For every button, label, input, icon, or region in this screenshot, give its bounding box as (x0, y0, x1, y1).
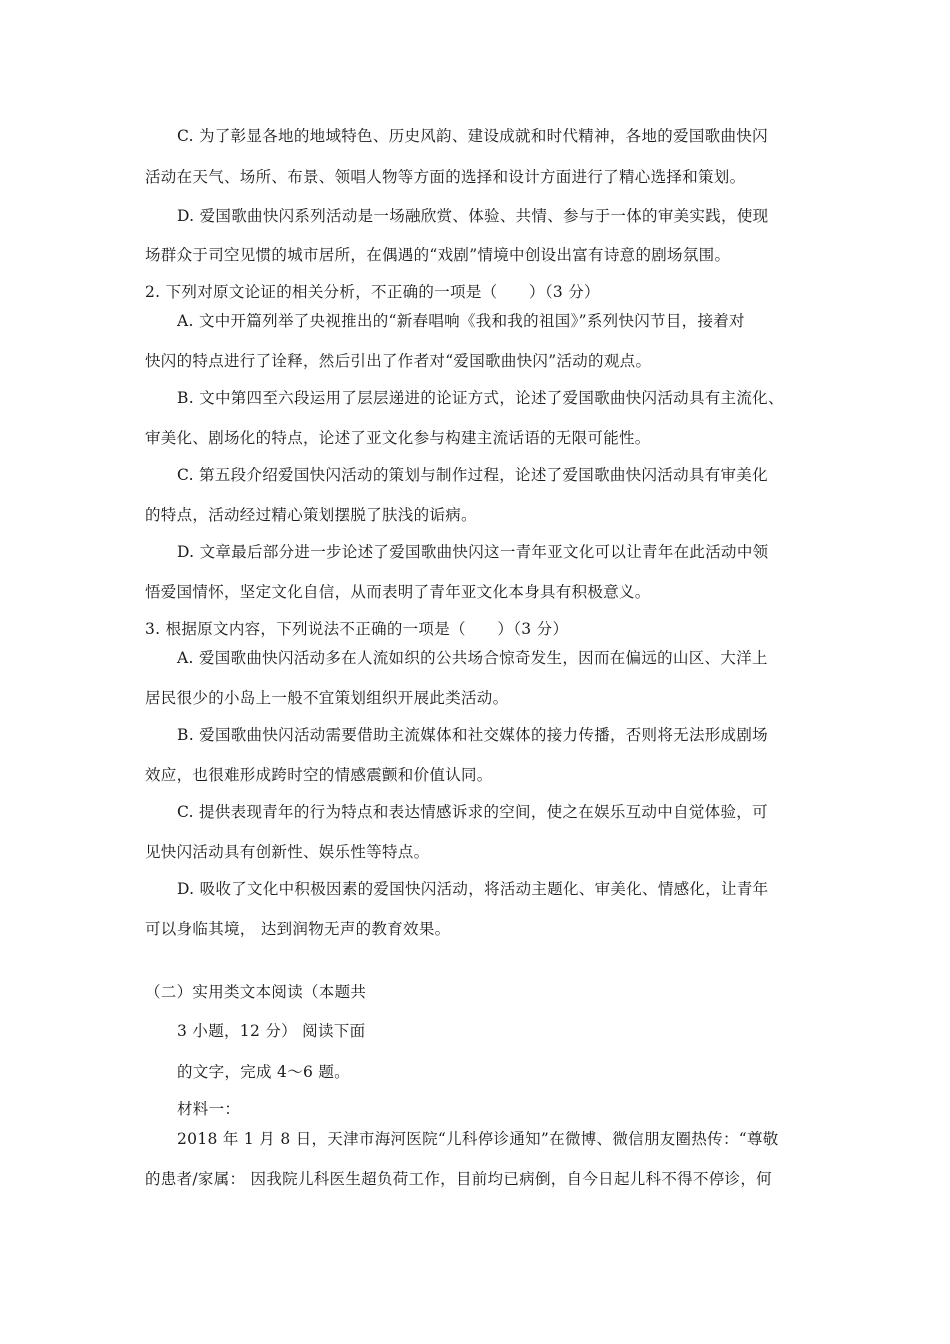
q2-option-a-line2: 快闪的特点进行了诠释，然后引出了作者对“爱国歌曲快闪”活动的观点。 (145, 352, 652, 370)
q2-option-a-line1: A. 文中开篇列举了央视推出的“新春唱响《我和我的祖国》”系列快闪节目，接着对 (177, 312, 745, 330)
q3-option-c-line1: C. 提供表现青年的行为特点和表达情感诉求的空间，使之在娱乐互动中自觉体验，可 (177, 803, 768, 821)
q3-option-b-line1: B. 爱国歌曲快闪活动需要借助主流媒体和社交媒体的接力传播，否则将无法形成剧场 (177, 726, 768, 744)
section-heading-line1: （二）实用类文本阅读（本题共 (145, 983, 367, 1001)
q3-option-c-line2: 见快闪活动具有创新性、娱乐性等特点。 (145, 843, 430, 861)
section-heading-line3: 的文字，完成 4～6 题。 (177, 1063, 350, 1081)
section-heading-line2: 3 小题，12 分） 阅读下面 (177, 1022, 366, 1040)
q2-option-d-line2: 悟爱国情怀，坚定文化自信，从而表明了青年亚文化本身具有积极意义。 (145, 583, 651, 601)
q1-option-c-line1: C. 为了彰显各地的地域特色、历史风韵、建设成就和时代精神，各地的爱国歌曲快闪 (177, 127, 768, 145)
material-para-line2: 的患者/家属： 因我院儿科医生超负荷工作，目前均已病倒，自今日起儿科不得不停诊，何 (145, 1170, 772, 1188)
q2-option-b-line2: 审美化、剧场化的特点，论述了亚文化参与构建主流话语的无限可能性。 (145, 429, 651, 447)
q2-option-b-line1: B. 文中第四至六段运用了层层递进的论证方式，论述了爱国歌曲快闪活动具有主流化、 (177, 389, 784, 407)
q3-option-d-line1: D. 吸收了文化中积极因素的爱国快闪活动，将活动主题化、审美化、情感化，让青年 (177, 880, 769, 898)
q3-option-b-line2: 效应，也很难形成跨时空的情感震颤和价值认同。 (145, 766, 493, 784)
material-para-line1: 2018 年 1 月 8 日，天津市海河医院“儿科停诊通知”在微博、微信朋友圈热传：“尊敬 (177, 1130, 779, 1148)
q1-option-d-line1: D. 爱国歌曲快闪系列活动是一场融欣赏、体验、共情、参与于一体的审美实践，使现 (177, 207, 769, 225)
q2-stem: 2. 下列对原文论证的相关分析，不正确的一项是（ ）（3 分） (145, 283, 600, 301)
q1-option-d-line2: 场群众于司空见惯的城市居所，在偶遇的“戏剧”情境中创设出富有诗意的剧场氛围。 (145, 246, 731, 264)
q2-option-c-line2: 的特点，活动经过精心策划摆脱了肤浅的诟病。 (145, 506, 477, 524)
q2-option-c-line1: C. 第五段介绍爱国快闪活动的策划与制作过程，论述了爱国歌曲快闪活动具有审美化 (177, 466, 768, 484)
material-label: 材料一： (177, 1100, 241, 1118)
q2-option-d-line1: D. 文章最后部分进一步论述了爱国歌曲快闪这一青年亚文化可以让青年在此活动中领 (177, 543, 769, 561)
q3-option-a-line2: 居民很少的小岛上一般不宜策划组织开展此类活动。 (145, 689, 509, 707)
q1-option-c-line2: 活动在天气、场所、布景、领唱人物等方面的选择和设计方面进行了精心选择和策划。 (145, 168, 746, 186)
q3-stem: 3. 根据原文内容，下列说法不正确的一项是（ ）（3 分） (145, 620, 569, 638)
q3-option-d-line2: 可以身临其境， 达到润物无声的教育效果。 (145, 920, 451, 938)
q3-option-a-line1: A. 爱国歌曲快闪活动多在人流如织的公共场合惊奇发生，因而在偏远的山区、大洋上 (177, 649, 768, 667)
